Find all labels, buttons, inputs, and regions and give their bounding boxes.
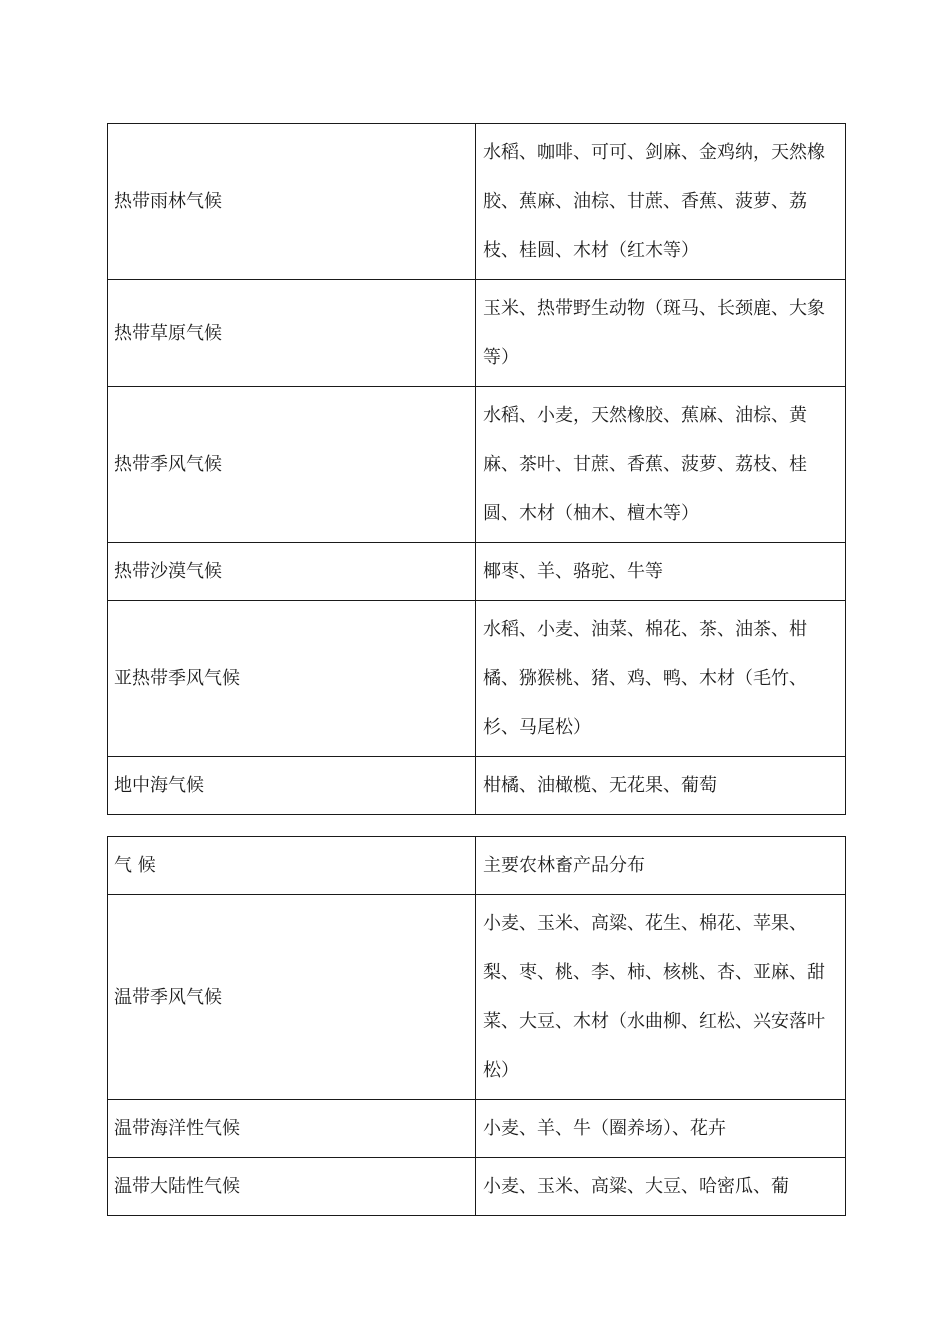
table-row [108,757,846,815]
products-cell: 水稻、小麦，天然橡胶、蕉麻、油棕、黄麻、茶叶、甘蔗、香蕉、菠萝、荔枝、桂圆、木材（柚木、檀木等） [476,387,846,543]
climate-products-table-1 [107,123,846,815]
climate-cell: 温带大陆性气候 [108,1158,476,1216]
climate-cell: 温带季风气候 [108,895,476,1100]
products-cell: 水稻、咖啡、可可、剑麻、金鸡纳，天然橡胶、蕉麻、油棕、甘蔗、香蕉、菠萝、荔枝、桂圆、木材（红木等） [476,124,846,280]
table-row [108,124,846,280]
products-cell: 小麦、玉米、高粱、花生、棉花、苹果、梨、枣、桃、李、柿、核桃、杏、亚麻、甜菜、大豆、木材（水曲柳、红松、兴安落叶松） [476,895,846,1100]
table-row [108,543,846,601]
header-climate-cell: 气 候 [108,837,476,895]
products-cell: 柑橘、油橄榄、无花果、葡萄 [476,757,846,815]
products-cell: 玉米、热带野生动物（斑马、长颈鹿、大象等） [476,280,846,387]
products-cell: 椰枣、羊、骆驼、牛等 [476,543,846,601]
climate-cell: 热带雨林气候 [108,124,476,280]
climate-cell: 地中海气候 [108,757,476,815]
climate-cell: 热带草原气候 [108,280,476,387]
table-row [108,601,846,757]
products-cell: 水稻、小麦、油菜、棉花、茶、油茶、柑橘、猕猴桃、猪、鸡、鸭、木材（毛竹、杉、马尾松） [476,601,846,757]
table-row [108,387,846,543]
products-cell: 小麦、玉米、高粱、大豆、哈密瓜、葡 [476,1158,846,1216]
climate-products-table-2 [107,836,846,1216]
table-row [108,280,846,387]
climate-cell: 热带沙漠气候 [108,543,476,601]
climate-cell: 热带季风气候 [108,387,476,543]
table-row [108,895,846,1100]
table-row [108,1158,846,1216]
header-products-cell: 主要农林畜产品分布 [476,837,846,895]
table-header-row [108,837,846,895]
climate-cell: 温带海洋性气候 [108,1100,476,1158]
products-cell: 小麦、羊、牛（圈养场）、花卉 [476,1100,846,1158]
climate-cell: 亚热带季风气候 [108,601,476,757]
table-row [108,1100,846,1158]
